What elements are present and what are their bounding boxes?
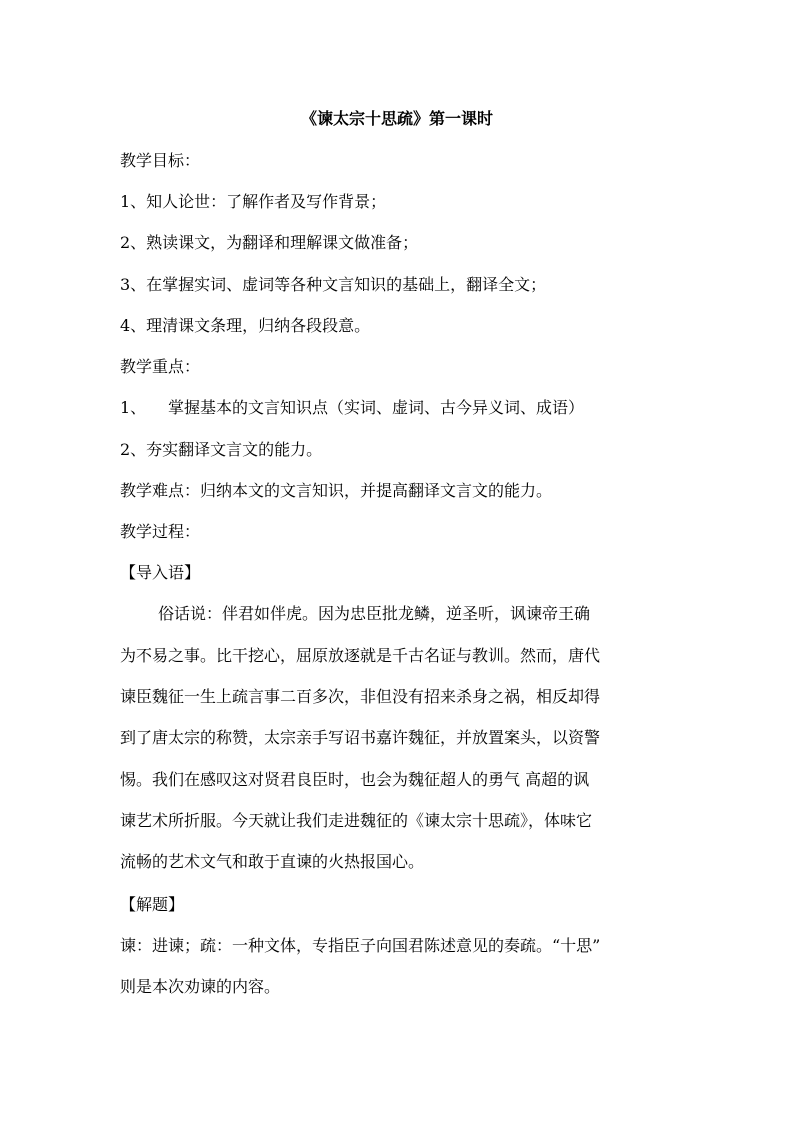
process-heading: 教学过程：: [120, 522, 201, 541]
goals-heading: 教学目标：: [120, 151, 201, 170]
goal-item: 1、知人论世：了解作者及写作背景；: [120, 192, 387, 211]
intro-paragraph-line: 谏艺术所折服。今天就让我们走进魏征的《谏太宗十思疏》，体味它: [120, 811, 593, 830]
intro-paragraph-line: 为不易之事。比干挖心，屈原放逐就是千古名证与教训。然而，唐代: [120, 646, 601, 665]
focus-item: [120, 398, 584, 418]
focus-item-number: 1、: [120, 398, 147, 417]
page-title: 《谏太宗十思疏》第一课时: [300, 109, 493, 128]
intro-paragraph-line: 流畅的艺术文气和敢于直谏的火热报国心。: [120, 852, 425, 871]
intro-paragraph-line: 到了唐太宗的称赞，太宗亲手写诏书嘉许魏征，并放置案头，以资警: [120, 728, 601, 747]
focus-item-text: 掌握基本的文言知识点（实词、虚词、古今异义词、成语）: [168, 398, 585, 417]
goal-item: 4、理清课文条理，归纳各段段意。: [120, 316, 371, 335]
intro-paragraph-line: 惕。我们在感叹这对贤君良臣时，也会为魏征超人的勇气 高超的讽: [120, 770, 590, 789]
goal-item: 2、熟读课文，为翻译和理解课文做准备；: [120, 233, 419, 252]
focus-heading: 教学重点：: [120, 357, 201, 376]
goal-item: 3、在掌握实词、虚词等各种文言知识的基础上，翻译全文；: [120, 275, 547, 294]
focus-item: 2、夯实翻译文言文的能力。: [120, 440, 323, 459]
intro-paragraph-line: 俗话说：伴君如伴虎。因为忠臣批龙鳞，逆圣听，讽谏帝王确: [158, 604, 591, 623]
intro-heading: 【导入语】: [120, 563, 201, 582]
intro-paragraph-line: 谏臣魏征一生上疏言事二百多次，非但没有招来杀身之祸，相反却得: [120, 687, 601, 706]
difficulty-line: 教学难点：归纳本文的文言知识，并提高翻译文言文的能力。: [120, 481, 553, 500]
explain-heading: 【解题】: [120, 895, 185, 914]
explain-paragraph-line: 谏：进谏；疏：一种文体，专指臣子向国君陈述意见的奏疏。“十思”: [120, 936, 601, 955]
explain-paragraph-line: 则是本次劝谏的内容。: [120, 977, 281, 996]
